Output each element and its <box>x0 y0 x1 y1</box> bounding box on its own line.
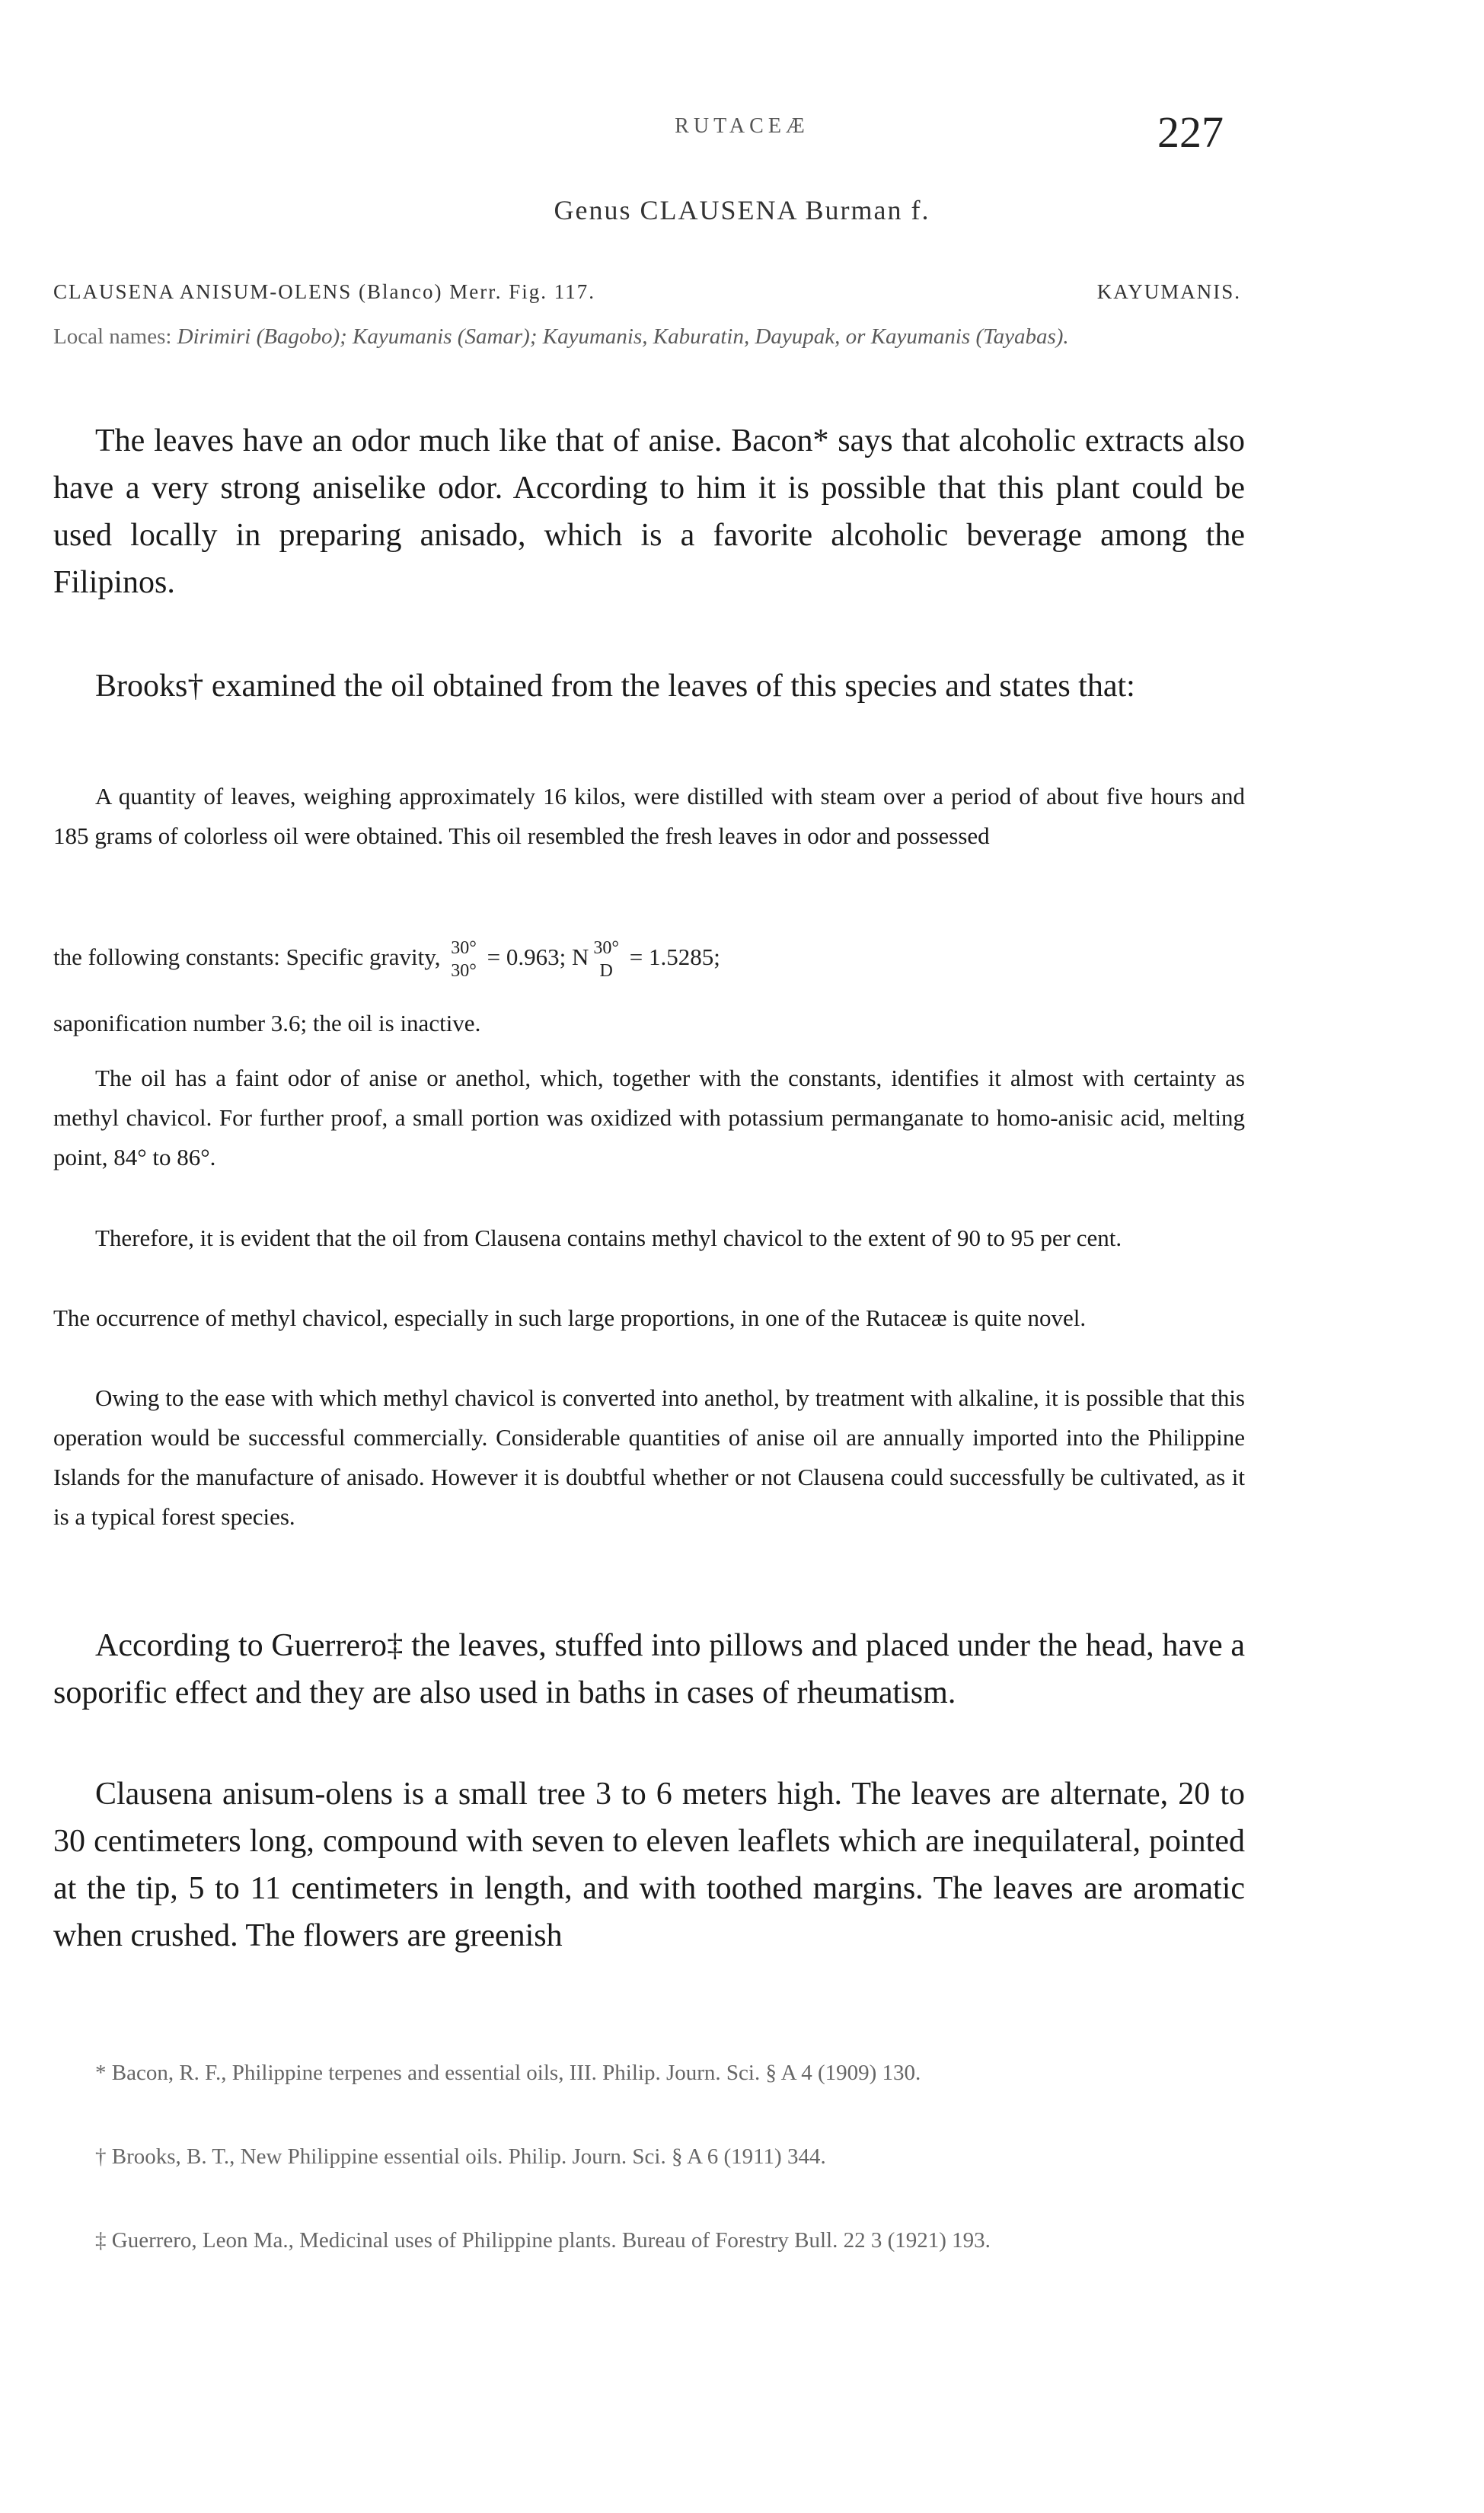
local-names-text: Dirimiri (Bagobo); Kayumanis (Samar); Kayumanis, Kaburatin, Dayupak, or Kayumanis (Tayabas). <box>177 324 1069 349</box>
oil-constants-formula <box>53 937 1245 982</box>
quote-therefore: Therefore, it is evident that the oil from Clausena contains methyl chavicol to the extent of 90 to 95 per cent. <box>95 1225 1122 1251</box>
sg-numerator: 30° <box>451 938 477 958</box>
refractive-index-scripts <box>593 937 619 982</box>
footnote-brooks: † Brooks, B. T., New Philippine essential oils. Philip. Journ. Sci. § A 6 (1911) 344. <box>95 2144 826 2169</box>
quote-anethol: The oil has a faint odor of anise or anethol, which, together with the constants, identifies it almost with certainty as methyl chavicol. For further proof, a small portion was oxidized with potassium permanganate to homo-anisic acid, melting point, 84° to 86°. <box>53 1065 1245 1170</box>
paragraph-brooks: Brooks† examined the oil obtained from the leaves of this species and states that: <box>95 669 1135 704</box>
species-heading <box>53 280 1241 304</box>
quote-occurrence: The occurrence of methyl chavicol, especially in such large proportions, in one of the Rutaceæ is quite novel. <box>53 1304 1087 1331</box>
quote-saponification: saponification number 3.6; the oil is inactive. <box>53 1010 481 1036</box>
n-superscript: 30° <box>593 938 619 958</box>
n-value: = 1.5285; <box>629 944 720 971</box>
paragraph-guerrero: According to Guerrero‡ the leaves, stuffed into pillows and placed under the head, have a soporific effect and they are also used in baths in cases of rheumatism. <box>53 1628 1245 1710</box>
quote-distillation: A quantity of leaves, weighing approximately 16 kilos, were distilled with steam over a period of about five hours and 185 grams of colorless oil were obtained. This oil resembled the fresh leaves in odor and possessed <box>53 783 1245 849</box>
local-names-label: Local names: <box>53 324 172 349</box>
specific-gravity-fraction <box>451 937 477 982</box>
sg-denominator: 30° <box>451 961 477 981</box>
n-subscript: D <box>599 961 613 981</box>
sg-value: = 0.963; N <box>487 944 589 971</box>
species-name: CLAUSENA ANISUM-OLENS (Blanco) Merr. Fig. 117. <box>53 280 595 303</box>
paragraph-anise-odor: The leaves have an odor much like that of anise. Bacon* says that alcoholic extracts also have a very strong aniselike odor. According to him it is possible that this plant could be used locally in preparing anisado, which is a favorite alcoholic beverage among the Filipinos. <box>53 423 1245 600</box>
local-names <box>53 320 1241 353</box>
footnote-guerrero: ‡ Guerrero, Leon Ma., Medicinal uses of Philippine plants. Bureau of Forestry Bull. 22 3 (1921) 193. <box>95 2228 991 2253</box>
formula-prefix: the following constants: Specific gravity, <box>53 944 441 971</box>
page-number: 227 <box>1157 107 1224 157</box>
paragraph-description: Clausena anisum-olens is a small tree 3 to 6 meters high. The leaves are alternate, 20 to 30 centimeters long, compound with seven to eleven leaflets which are inequilateral, pointed at the tip, 5 to 11 centimeters in length, and with toothed margins. The leaves are aromatic when crushed. The flowers are greenish <box>53 1777 1245 1953</box>
running-head: RUTACEÆ <box>675 114 809 138</box>
footnote-bacon: * Bacon, R. F., Philippine terpenes and essential oils, III. Philip. Journ. Sci. § A 4 (1909) 130. <box>95 2061 921 2085</box>
genus-heading: Genus CLAUSENA Burman f. <box>554 195 930 225</box>
species-common-name: KAYUMANIS. <box>1096 280 1241 303</box>
quote-commercial: Owing to the ease with which methyl chavicol is converted into anethol, by treatment with alkaline, it is possible that this operation would be successful commercially. Considerable quantities of anise oil are annually imported into the Philippine Islands for the manufacture of anisado. However it is doubtful whether or not Clausena could successfully be cultivated, as it is a typical forest species. <box>53 1384 1245 1530</box>
